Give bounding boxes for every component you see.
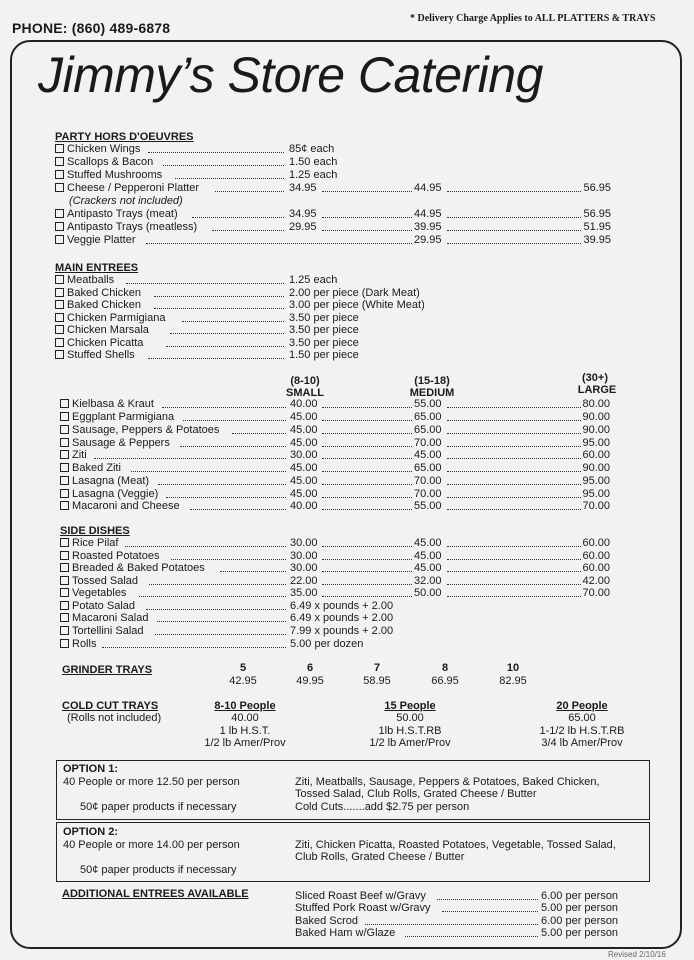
leader-dots (447, 509, 581, 510)
checkbox[interactable] (60, 639, 69, 648)
leader-dots (190, 509, 286, 510)
price-large: 60.00 (582, 449, 610, 461)
price-medium: 65.00 (414, 462, 442, 474)
price-small: 45.00 (290, 411, 318, 423)
price-large: 70.00 (582, 587, 610, 599)
coldcut-cheese: 1/2 lb Amer/Prov (369, 737, 451, 749)
price-medium: 55.00 (414, 398, 442, 410)
leader-dots (442, 911, 538, 912)
menu-item: Ziti (60, 449, 87, 461)
leader-dots (405, 936, 538, 937)
leader-dots (102, 647, 286, 648)
grinder-size: 6 (306, 662, 314, 674)
coldcut-col-head: 20 People (556, 700, 608, 712)
option2-paper: 50¢ paper products if necessary (80, 864, 237, 876)
leader-dots (447, 230, 581, 231)
leader-dots (447, 596, 581, 597)
checkbox[interactable] (55, 235, 64, 244)
leader-dots (322, 484, 412, 485)
price-small: 22.00 (290, 575, 318, 587)
option1-menu: Tossed Salad, Club Rolls, Grated Cheese / Butter (295, 788, 537, 800)
price-medium: 55.00 (414, 500, 442, 512)
checkbox[interactable] (55, 325, 64, 334)
option2-menu: Club Rolls, Grated Cheese / Butter (295, 851, 465, 863)
menu-item: Baked Chicken (55, 299, 141, 311)
leader-dots (149, 584, 286, 585)
price-large: 60.00 (582, 562, 610, 574)
price: 3.50 per piece (289, 337, 359, 349)
price-small: 30.00 (290, 449, 318, 461)
menu-item: Cheese / Pepperoni Platter (55, 182, 199, 194)
price-medium: 65.00 (414, 411, 442, 423)
price-small: 45.00 (290, 475, 318, 487)
leader-dots (447, 584, 581, 585)
coldcut-meat: 1-1/2 lb H.S.T.RB (539, 725, 625, 737)
menu-item: Veggie Platter (55, 234, 136, 246)
checkbox[interactable] (60, 489, 69, 498)
party-heading: PARTY HORS D'OEUVRES (55, 131, 194, 143)
price-large: 95.00 (582, 475, 610, 487)
price-medium: 70.00 (414, 475, 442, 487)
checkbox[interactable] (55, 170, 64, 179)
menu-item: Rice Pilaf (60, 537, 118, 549)
option2-price: 40 People or more 14.00 per person (63, 839, 240, 851)
leader-dots (322, 446, 412, 447)
menu-item: Lasagna (Meat) (60, 475, 149, 487)
menu-item: Antipasto Trays (meat) (55, 208, 178, 220)
price-small: 40.00 (290, 500, 318, 512)
leader-dots (322, 407, 412, 408)
leader-dots (322, 584, 412, 585)
price-large: 42.00 (582, 575, 610, 587)
price-medium: 44.95 (414, 208, 442, 220)
leader-dots (155, 634, 286, 635)
price-medium: 45.00 (414, 550, 442, 562)
price-medium: 65.00 (414, 424, 442, 436)
option1-title: OPTION 1: (63, 763, 119, 775)
checkbox[interactable] (60, 588, 69, 597)
leader-dots (322, 217, 412, 218)
leader-dots (322, 596, 412, 597)
leader-dots (162, 407, 286, 408)
option1-coldcuts: Cold Cuts.......add $2.75 per person (295, 801, 470, 813)
checkbox[interactable] (55, 222, 64, 231)
price-small: 45.00 (290, 488, 318, 500)
leader-dots (322, 230, 412, 231)
price-small: 40.00 (290, 398, 318, 410)
leader-dots (447, 420, 581, 421)
leader-dots (139, 596, 286, 597)
coldcut-heading: COLD CUT TRAYS (62, 700, 159, 712)
price-small: 45.00 (290, 437, 318, 449)
menu-item: Kielbasa & Kraut (60, 398, 154, 410)
price-small: 34.95 (289, 182, 317, 194)
menu-item: Potato Salad (60, 600, 135, 612)
checkbox[interactable] (55, 183, 64, 192)
price-large: 70.00 (582, 500, 610, 512)
price-large: 51.95 (583, 221, 611, 233)
additional-price: 5.00 per person (541, 902, 619, 914)
price-small: 45.00 (290, 424, 318, 436)
leader-dots (447, 571, 581, 572)
menu-item: Chicken Picatta (55, 337, 143, 349)
menu-item: Antipasto Trays (meatless) (55, 221, 197, 233)
leader-dots (182, 321, 284, 322)
leader-dots (154, 308, 284, 309)
leader-dots (447, 433, 581, 434)
leader-dots (322, 458, 412, 459)
leader-dots (170, 333, 284, 334)
additional-item: Baked Scrod (295, 915, 358, 927)
leader-dots (148, 152, 284, 153)
price-small: 30.00 (290, 562, 318, 574)
menu-item: Stuffed Shells (55, 349, 135, 361)
leader-dots (146, 609, 286, 610)
price-medium: 29.95 (414, 234, 442, 246)
price-medium: 45.00 (414, 537, 442, 549)
leader-dots (166, 346, 284, 347)
price-medium: 45.00 (414, 449, 442, 461)
price-large: 95.00 (582, 437, 610, 449)
leader-dots (131, 471, 286, 472)
price-large: 60.00 (582, 537, 610, 549)
leader-dots (447, 191, 581, 192)
leader-dots (212, 230, 284, 231)
price-medium: 39.95 (414, 221, 442, 233)
price: 3.00 per piece (White Meat) (289, 299, 425, 311)
phone-number: PHONE: (860) 489-6878 (12, 20, 171, 36)
price-medium: 32.00 (414, 575, 442, 587)
menu-item: Roasted Potatoes (60, 550, 159, 562)
menu-item: Stuffed Mushrooms (55, 169, 162, 181)
price-medium: 45.00 (414, 562, 442, 574)
checkbox[interactable] (55, 338, 64, 347)
menu-item: Macaroni Salad (60, 612, 148, 624)
leader-dots (154, 296, 284, 297)
menu-item: Eggplant Parmigiana (60, 411, 174, 423)
size-medium-count: (15-18) (414, 375, 450, 387)
checkbox[interactable] (55, 288, 64, 297)
checkbox[interactable] (60, 551, 69, 560)
price-large: 56.95 (583, 208, 611, 220)
price-small: 45.00 (290, 462, 318, 474)
price-large: 80.00 (582, 398, 610, 410)
leader-dots (447, 559, 581, 560)
additional-item: Sliced Roast Beef w/Gravy (295, 890, 426, 902)
price-large: 90.00 (582, 424, 610, 436)
price-small: 30.00 (290, 550, 318, 562)
menu-item: Tossed Salad (60, 575, 138, 587)
leader-dots (322, 471, 412, 472)
price: 7.99 x pounds + 2.00 (290, 625, 394, 637)
price-medium: 44.95 (414, 182, 442, 194)
coldcut-cheese: 1/2 lb Amer/Prov (204, 737, 286, 749)
menu-item: Chicken Parmigiana (55, 312, 165, 324)
leader-dots (192, 217, 284, 218)
leader-dots (447, 458, 581, 459)
coldcut-price: 65.00 (568, 712, 596, 724)
grinder-price: 66.95 (431, 675, 459, 687)
grinder-price: 49.95 (296, 675, 324, 687)
price-medium: 70.00 (414, 488, 442, 500)
checkbox[interactable] (60, 438, 69, 447)
menu-item: Scallops & Bacon (55, 156, 153, 168)
option1-menu: Ziti, Meatballs, Sausage, Peppers & Potatoes, Baked Chicken, (295, 776, 600, 788)
leader-dots (146, 243, 412, 244)
price-medium: 70.00 (414, 437, 442, 449)
coldcut-cheese: 3/4 lb Amer/Prov (541, 737, 623, 749)
menu-item: Chicken Marsala (55, 324, 149, 336)
menu-item: Baked Ziti (60, 462, 121, 474)
leader-dots (166, 497, 286, 498)
additional-item: Baked Ham w/Glaze (295, 927, 396, 939)
leader-dots (365, 924, 538, 925)
additional-price: 6.00 per person (541, 890, 619, 902)
leader-dots (163, 165, 284, 166)
coldcut-meat: 1lb H.S.T.RB (378, 725, 442, 737)
leader-dots (148, 358, 284, 359)
grinder-size: 5 (239, 662, 247, 674)
leader-dots (232, 433, 286, 434)
price-large: 39.95 (583, 234, 611, 246)
price-large: 56.95 (583, 182, 611, 194)
price: 3.50 per piece (289, 312, 359, 324)
option1-paper: 50¢ paper products if necessary (80, 801, 237, 813)
menu-item: Baked Chicken (55, 287, 141, 299)
leader-dots (220, 571, 286, 572)
price-small: 30.00 (290, 537, 318, 549)
leader-dots (447, 546, 581, 547)
main-heading: MAIN ENTREES (55, 262, 139, 274)
leader-dots (322, 191, 412, 192)
size-medium-label: MEDIUM (409, 387, 455, 399)
leader-dots (157, 621, 286, 622)
checkbox[interactable] (55, 144, 64, 153)
coldcut-price: 50.00 (396, 712, 424, 724)
checkbox[interactable] (55, 275, 64, 284)
leader-dots (322, 420, 412, 421)
checkbox[interactable] (60, 601, 69, 610)
size-small-count: (8-10) (290, 375, 320, 387)
coldcut-price: 40.00 (231, 712, 259, 724)
price-large: 90.00 (582, 411, 610, 423)
price: 6.49 x pounds + 2.00 (290, 612, 394, 624)
leader-dots (322, 546, 412, 547)
checkbox[interactable] (60, 501, 69, 510)
price-medium: 50.00 (414, 587, 442, 599)
leader-dots (125, 546, 286, 547)
size-large-label: LARGE (577, 384, 617, 396)
checkbox[interactable] (60, 450, 69, 459)
price-small: 29.95 (289, 221, 317, 233)
checkbox[interactable] (55, 313, 64, 322)
coldcut-note: (Rolls not included) (67, 712, 162, 724)
leader-dots (158, 484, 286, 485)
checkbox[interactable] (60, 476, 69, 485)
leader-dots (322, 497, 412, 498)
coldcut-col-head: 15 People (384, 700, 436, 712)
grinder-size: 8 (441, 662, 449, 674)
price: 1.50 per piece (289, 349, 359, 361)
checkbox[interactable] (60, 613, 69, 622)
leader-dots (322, 571, 412, 572)
leader-dots (447, 243, 581, 244)
checkbox[interactable] (55, 157, 64, 166)
price: 1.50 each (289, 156, 338, 168)
leader-dots (215, 191, 284, 192)
checkbox[interactable] (60, 425, 69, 434)
coldcut-col-head: 8-10 People (214, 700, 276, 712)
coldcut-meat: 1 lb H.S.T. (219, 725, 271, 737)
leader-dots (322, 559, 412, 560)
grinder-price: 82.95 (499, 675, 527, 687)
option2-menu: Ziti, Chicken Picatta, Roasted Potatoes, Vegetable, Tossed Salad, (295, 839, 616, 851)
leader-dots (171, 559, 286, 560)
grinder-price: 58.95 (363, 675, 391, 687)
checkbox[interactable] (60, 576, 69, 585)
price: 2.00 per piece (Dark Meat) (289, 287, 420, 299)
leader-dots (180, 446, 286, 447)
leader-dots (447, 471, 581, 472)
checkbox[interactable] (60, 412, 69, 421)
price: 1.25 each (289, 169, 338, 181)
leader-dots (126, 283, 284, 284)
leader-dots (183, 420, 286, 421)
grinder-heading: GRINDER TRAYS (62, 664, 153, 676)
checkbox[interactable] (55, 350, 64, 359)
leader-dots (175, 178, 284, 179)
leader-dots (94, 458, 286, 459)
price-small: 34.95 (289, 208, 317, 220)
checkbox[interactable] (60, 463, 69, 472)
price-large: 90.00 (582, 462, 610, 474)
size-large-count: (30+) (582, 372, 608, 384)
additional-item: Stuffed Pork Roast w/Gravy (295, 902, 431, 914)
option2-title: OPTION 2: (63, 826, 119, 838)
price: 85¢ each (289, 143, 335, 155)
leader-dots (322, 433, 412, 434)
size-small-label: SMALL (286, 387, 324, 399)
menu-item: Meatballs (55, 274, 114, 286)
menu-item: Vegetables (60, 587, 126, 599)
page-title: Jimmy’s Store Catering (38, 47, 543, 103)
leader-dots (447, 446, 581, 447)
delivery-note: * Delivery Charge Applies to ALL PLATTERS & TRAYS (410, 13, 656, 24)
menu-item: Tortellini Salad (60, 625, 144, 637)
grinder-size: 10 (506, 662, 520, 674)
checkbox[interactable] (60, 563, 69, 572)
option1-price: 40 People or more 12.50 per person (63, 776, 240, 788)
checkbox[interactable] (60, 538, 69, 547)
menu-item: Macaroni and Cheese (60, 500, 180, 512)
menu-item: Sausage, Peppers & Potatoes (60, 424, 219, 436)
leader-dots (437, 899, 538, 900)
price: 3.50 per piece (289, 324, 359, 336)
leader-dots (447, 407, 581, 408)
price: 1.25 each (289, 274, 338, 286)
menu-item: Breaded & Baked Potatoes (60, 562, 205, 574)
leader-dots (322, 509, 412, 510)
additional-price: 6.00 per person (541, 915, 619, 927)
checkbox[interactable] (60, 399, 69, 408)
price: 5.00 per dozen (290, 638, 364, 650)
menu-item: Chicken Wings (55, 143, 140, 155)
checkbox[interactable] (55, 209, 64, 218)
grinder-price: 42.95 (229, 675, 257, 687)
checkbox[interactable] (55, 300, 64, 309)
menu-item: Lasagna (Veggie) (60, 488, 158, 500)
additional-price: 5.00 per person (541, 927, 619, 939)
menu-item: Rolls (60, 638, 96, 650)
additional-heading: ADDITIONAL ENTREES AVAILABLE (62, 888, 249, 900)
price-small: 35.00 (290, 587, 318, 599)
leader-dots (447, 484, 581, 485)
price-large: 60.00 (582, 550, 610, 562)
sides-heading: SIDE DISHES (60, 525, 130, 537)
revised-date: Revised 2/10/16 (608, 950, 666, 959)
leader-dots (447, 217, 581, 218)
crackers-note: (Crackers not included) (69, 195, 183, 207)
price: 6.49 x pounds + 2.00 (290, 600, 394, 612)
checkbox[interactable] (60, 626, 69, 635)
grinder-size: 7 (373, 662, 381, 674)
price-large: 95.00 (582, 488, 610, 500)
menu-item: Sausage & Peppers (60, 437, 170, 449)
leader-dots (447, 497, 581, 498)
